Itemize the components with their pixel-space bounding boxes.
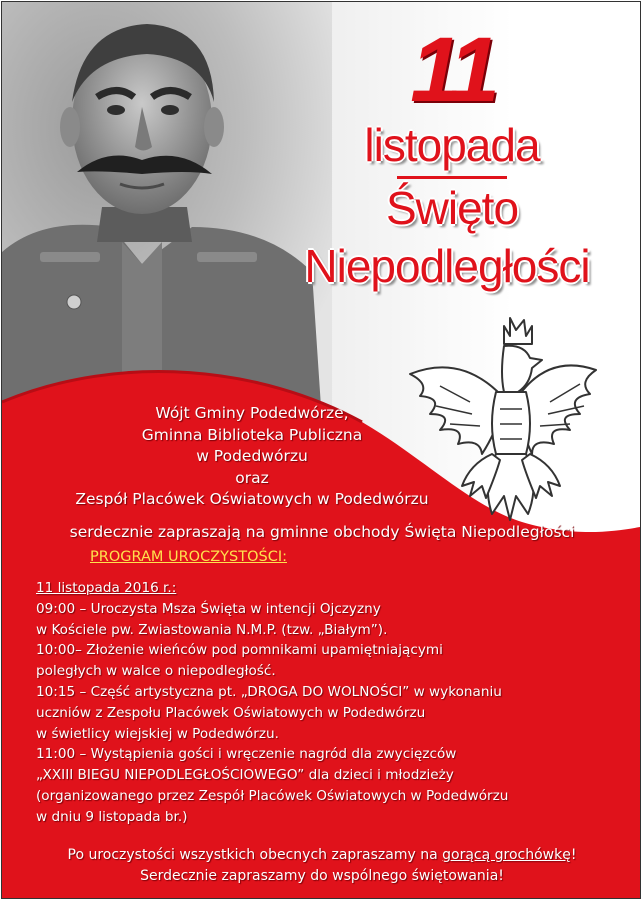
program-line: w Kościele pw. Zwiastowania N.M.P. (tzw. „Białym”). [36,621,388,638]
closing-block [12,845,632,887]
headline-title-line1: Święto [385,182,519,234]
hosts-block [12,403,492,511]
closing-line2: Serdecznie zapraszamy do wspólnego świętowania! [140,868,504,884]
program-line: 11:00 – Wystąpienia gości i wręczenie nagród dla zwycięzców [36,746,457,763]
headline-month: listopada [364,119,540,171]
headline [287,19,617,295]
host-line: oraz [235,468,269,487]
headline-day: 11 [410,19,494,121]
host-line: Gminna Biblioteka Publiczna [141,425,363,444]
host-line: w Podedwórzu [196,447,308,465]
closing-highlight: gorącą grochówkę [442,847,571,863]
invitation-text: serdecznie zapraszają na gminne obchody Święta Niepodległości [69,523,575,541]
program-heading: PROGRAM UROCZYSTOŚCI: [90,549,287,565]
program-line: 10:00– Złożenie wieńców pod pomnikami upamiętniającymi [36,642,443,659]
program-line: „XXIII BIEGU NIEPODLEGŁOŚCIOWEGO” dla dzieci i młodzieży [36,767,454,784]
closing-line1-start: Po uroczystości wszystkich obecnych zapraszamy na [67,847,443,863]
host-line: Wójt Gminy Podedwórze, [155,404,349,422]
program-line: w dniu 9 listopada br.) [36,808,188,825]
headline-title-line2: Niepodległości [304,240,590,292]
program-line: poległych w walce o niepodległość. [36,663,276,680]
poster [1,1,641,899]
program-line: uczniów z Zespołu Placówek Oświatowych w Podedwórzu [36,704,426,721]
program-line: w świetlicy wiejskiej w Podedwórzu. [36,725,279,742]
program-list [36,578,616,828]
closing-line1-end: ! [570,847,577,863]
program-line: 09:00 – Uroczysta Msza Święta w intencji Ojczyzny [36,600,381,617]
program-line: (organizowanego przez Zespół Placówek Oświatowych w Podedwórzu [36,787,509,804]
program-line: 10:15 – Część artystyczna pt. „DROGA DO WOLNOŚCI” w wykonaniu [36,683,502,700]
host-line: Zespół Placówek Oświatowych w Podedwórzu [75,490,429,508]
closing-line1 [12,845,632,866]
program-date: 11 listopada 2016 r.: [36,580,177,596]
